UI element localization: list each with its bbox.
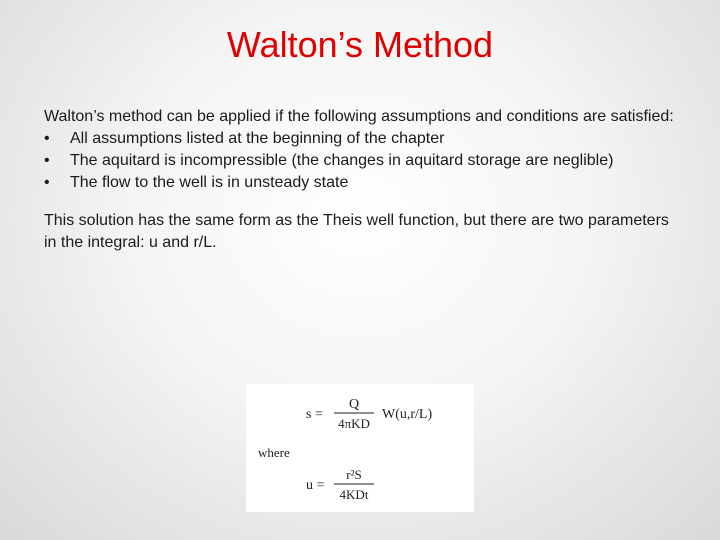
formula-numerator-r2s: r²S [346,467,362,482]
formula-lhs-s: s = [306,407,323,422]
list-item [44,128,684,150]
formula-svg [246,384,474,512]
formula-lhs-u: u = [306,478,325,493]
formula-denominator-4kdt: 4KDt [339,487,369,502]
formula-where: where [258,445,290,460]
assumption-list [44,128,684,194]
slide-title: Walton’s Method [226,24,494,65]
formula-image [246,384,474,512]
bullet-glyph: • [44,174,50,191]
list-item [44,150,684,172]
bullet-glyph: • [44,130,50,147]
bullet-glyph: • [44,152,50,169]
list-item-text: The aquitard is incompressible (the changes in aquitard storage are neglible) [70,152,614,169]
slide-body [44,106,684,254]
list-item-text: The flow to the well is in unsteady state [70,174,349,191]
closing-paragraph: This solution has the same form as the Theis well function, but there are two parameters in the integral: u and r/L. [44,212,669,251]
formula-well-function: W(u,r/L) [382,407,433,422]
list-item [44,172,684,194]
formula-denominator-4pikd: 4πKD [338,416,370,431]
formula-numerator-q: Q [348,397,360,412]
intro-paragraph: Walton’s method can be applied if the following assumptions and conditions are satisfied: [44,108,674,125]
list-item-text: All assumptions listed at the beginning of the chapter [70,130,445,147]
